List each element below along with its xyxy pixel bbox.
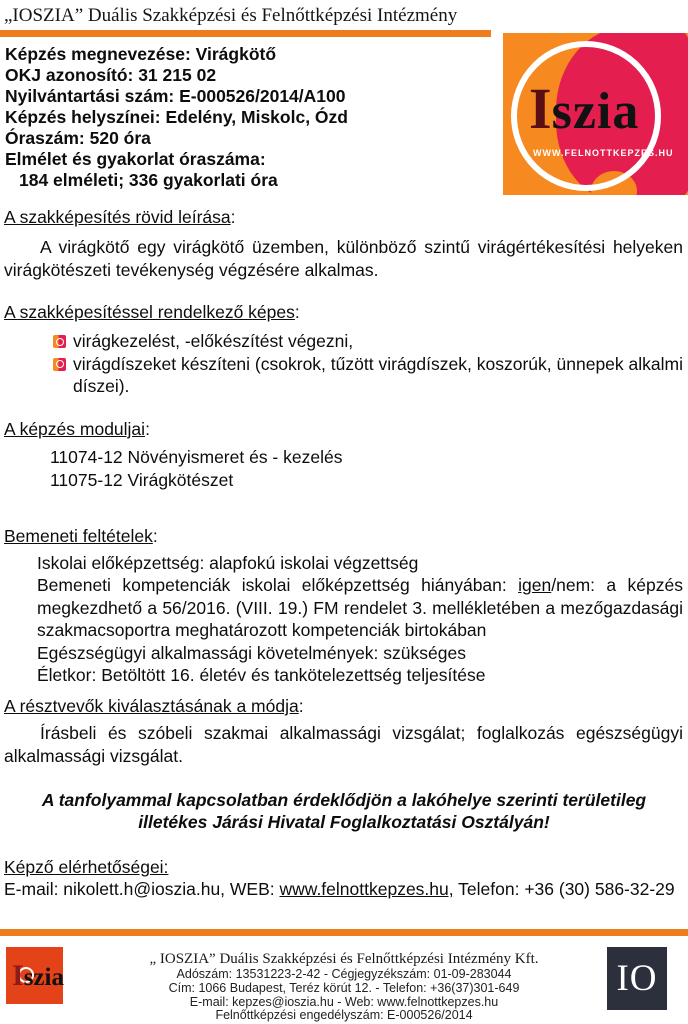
okj-id-line: OKJ azonosító: 31 215 02 [5, 65, 217, 85]
registration-number-line: Nyilvántartási szám: E-000526/2014/A100 [5, 86, 346, 106]
modules-list [50, 446, 342, 491]
ioszia-footer-logo [6, 947, 63, 1004]
footer-company-name: „ IOSZIA” Duális Szakképzési és Felnőttképzési Intézmény Kft. [149, 951, 539, 967]
office-notice: A tanfolyammal kapcsolatban érdeklődjön a lakóhelye szerinti területileg illetékes Járási Hivatal Foglalkoztatási Osztályán! [41, 790, 647, 832]
hours-line: Óraszám: 520 óra [5, 128, 151, 148]
footer-email-line: E-mail: kepzes@ioszia.hu - Web: www.felnottkepzes.hu [189, 994, 499, 1009]
theory-practice-hours-line: 184 elméleti; 336 gyakorlati óra [19, 170, 278, 190]
logo-letter-i: I [529, 76, 552, 141]
ioszia-logo [503, 33, 688, 195]
course-name-line: Képzés megnevezése: Virágkötő [5, 44, 277, 64]
module-item: 11075-12 Virágkötészet [50, 469, 234, 490]
io-logo [607, 947, 667, 1010]
course-info-block [5, 44, 499, 191]
io-logo-text: IO [616, 958, 658, 999]
igen-underlined: igen [518, 575, 552, 596]
health-line: Egészségügyi alkalmassági követelmények: szükséges [37, 642, 466, 663]
ioszia-bullet-icon [53, 335, 66, 348]
section-heading-selection: A résztvevők kiválasztásának a módja: [4, 696, 304, 716]
footer-company-block [80, 951, 608, 1023]
ioszia-bullet-icon [53, 358, 66, 371]
module-item: 11074-12 Növényismeret és - kezelés [50, 447, 343, 467]
header-accent-bar [0, 30, 491, 37]
list-item: virágkezelést, -előkészítést végezni, [53, 330, 683, 353]
list-item: virágdíszeket készíteni (csokrok, tűzött virágdíszek, koszorúk, ünnepek alkalmi díszei). [53, 353, 683, 398]
description-paragraph: A virágkötő egy virágkötő üzemben, különböző szintű virágértékesítési helyeken virágkötészeti tevékenység végzésére alkalmas. [4, 237, 683, 280]
section-heading-entry-requirements: Bemeneti feltételek: [4, 526, 158, 546]
footer-logo-letter-i: I [12, 959, 24, 992]
logo-letters-szia: szia [551, 83, 640, 140]
logo-website-text: WWW.FELNOTTKEPZES.HU [533, 148, 674, 158]
footer-license-line: Felnőttképzési engedélyszám: E-000526/2014 [215, 1008, 473, 1023]
org-title: „IOSZIA” Duális Szakképzési és Felnőttképzési Intézmény [4, 5, 458, 26]
section-heading-description: A szakképesítés rövid leírása: [4, 207, 236, 227]
age-line: Életkor: Betöltött 16. életév és tankötelezettség teljesítése [37, 665, 486, 686]
entry-requirements-block [37, 552, 683, 686]
section-heading-capabilities: A szakképesítéssel rendelkező képes: [4, 302, 300, 322]
contact-heading: Képző elérhetőségei: [4, 857, 169, 877]
footer-tax-line: Adószám: 13531223-2-42 - Cégjegyzékszám: 01-09-283044 [176, 967, 512, 981]
footer-logo-letters-szia: szia [23, 964, 64, 991]
competencies-paragraph: Bemeneti kompetenciák iskolai előképzettség hiányában: igen/nem: a képzés megkezdhető a 56/2016. (VIII. 19.) FM rendelet 3. mellékletében a mezőgazdasági szakmacsoportra meghatározott kompetenciák birtokában [37, 575, 683, 641]
footer-address-line: Cím: 1066 Budapest, Teréz körút 12. - Telefon: +36(37)301-649 [168, 980, 520, 995]
theory-practice-label-line: Elmélet és gyakorlat óraszáma: [5, 149, 266, 169]
website-link[interactable]: www.felnottkepzes.hu, [279, 879, 454, 899]
schooling-line: Iskolai előképzettség: alapfokú iskolai végzettség [37, 553, 419, 573]
logo-wordmark [529, 75, 639, 142]
section-heading-modules: A képzés moduljai: [4, 419, 150, 439]
contact-line: E-mail: nikolett.h@ioszia.hu, WEB: www.felnottkepzes.hu, Telefon: +36 (30) 586-32-29 [4, 879, 675, 899]
locations-line: Képzés helyszínei: Edelény, Miskolc, Ózd [5, 107, 348, 127]
selection-paragraph: Írásbeli és szóbeli szakmai alkalmassági vizsgálat; foglalkozás egészségügyi alkalmassági vizsgálat. [4, 723, 683, 766]
footer-accent-bar [0, 929, 688, 936]
capabilities-list [53, 330, 683, 398]
